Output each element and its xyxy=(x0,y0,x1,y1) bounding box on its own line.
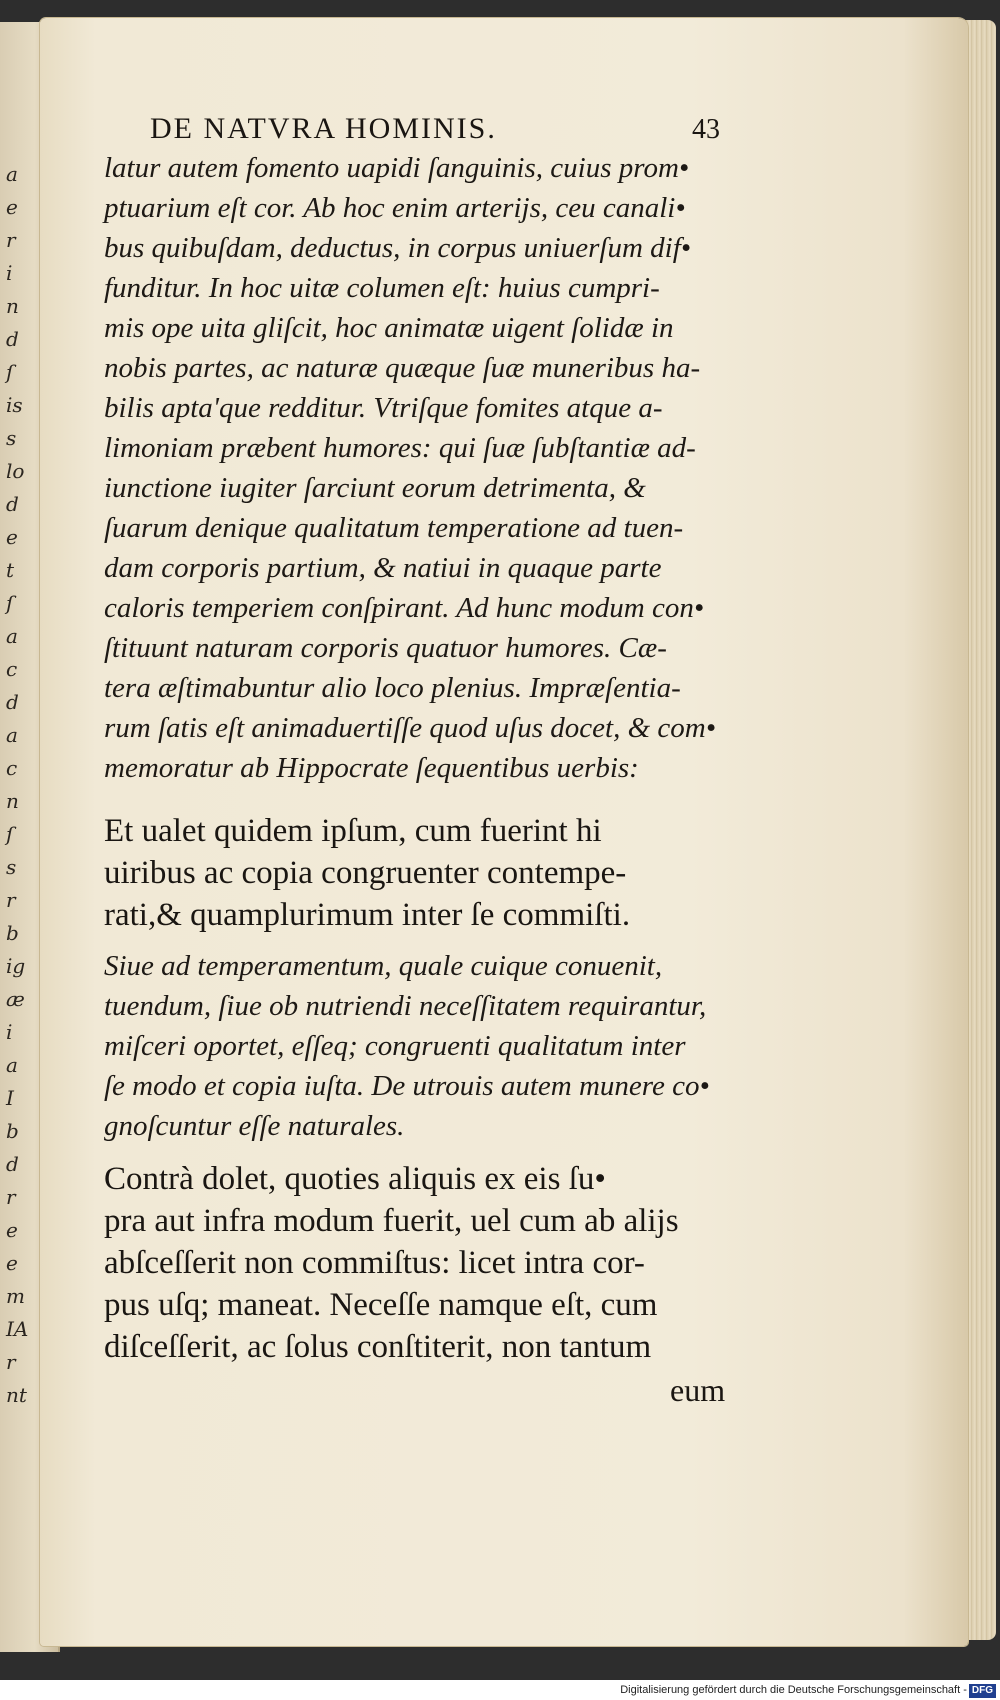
margin-fragment: e xyxy=(6,525,18,549)
commentary-line: nobis partes, ac naturæ quæque ſuæ muneribus ha- xyxy=(104,352,701,384)
margin-fragment: ſ xyxy=(6,591,14,615)
commentary-line: bus quibuſdam, deductus, in corpus uniuerſum dif• xyxy=(104,232,691,264)
margin-fragment: m xyxy=(6,1284,25,1308)
margin-fragment: is xyxy=(6,393,23,417)
margin-fragment: c xyxy=(6,756,18,780)
text-line: Et ualet quidem ipſum, cum fuerint hi xyxy=(104,813,602,849)
margin-fragment: a xyxy=(6,162,18,186)
dfg-logo: DFG xyxy=(969,1684,996,1698)
commentary-line: rum ſatis eſt animaduertiſſe quod uſus docet, & com• xyxy=(104,712,716,744)
margin-fragment: n xyxy=(6,294,19,318)
commentary-line: bilis apta'que redditur. Vtriſque fomites atque a- xyxy=(104,392,663,424)
footer-text: Digitalisierung gefördert durch die Deutsche Forschungsgemeinschaft - xyxy=(620,1684,967,1696)
commentary-line: limoniam præbent humores: qui ſuæ ſubſtantiæ ad- xyxy=(104,432,696,464)
margin-fragment: d xyxy=(6,690,19,714)
margin-fragment: ſ xyxy=(6,360,14,384)
commentary-block-2 xyxy=(104,946,744,1146)
margin-fragment: r xyxy=(6,888,16,912)
commentary-line: tera æſtimabuntur alio loco plenius. Impræſentia- xyxy=(104,672,681,704)
margin-fragment: n xyxy=(6,789,19,813)
margin-fragment: i xyxy=(6,1020,13,1044)
commentary-line: memoratur ab Hippocrate ſequentibus uerbis: xyxy=(104,752,639,784)
commentary-block-1 xyxy=(104,148,744,788)
margin-fragment: a xyxy=(6,723,18,747)
margin-fragment: d xyxy=(6,327,19,351)
text-line: abſceſſerit non commiſtus: licet intra cor- xyxy=(104,1245,645,1281)
commentary-line: ſtituunt naturam corporis quatuor humores. Cæ- xyxy=(104,632,667,664)
margin-fragment: d xyxy=(6,492,19,516)
commentary-line: iunctione iugiter ſarciunt eorum detrimenta, & xyxy=(104,472,646,504)
commentary-line: dam corporis partium, & natiui in quaque parte xyxy=(104,552,662,584)
commentary-line: tuendum, ſiue ob nutriendi neceſſitatem requirantur, xyxy=(104,990,707,1022)
margin-fragment: s xyxy=(6,855,17,879)
page-number: 43 xyxy=(692,114,720,145)
text-line: Contrà dolet, quoties aliquis ex eis ſu• xyxy=(104,1161,606,1197)
footer-credit xyxy=(0,1680,1000,1700)
margin-fragment: r xyxy=(6,1185,16,1209)
commentary-line: Siue ad temperamentum, quale cuique conuenit, xyxy=(104,950,663,982)
text-line: rati,& quamplurimum inter ſe commiſti. xyxy=(104,897,631,933)
text-line: uiribus ac copia congruenter contempe- xyxy=(104,855,627,891)
margin-fragment: a xyxy=(6,624,18,648)
commentary-line: mis ope uita gliſcit, hoc animatæ uigent ſolidæ in xyxy=(104,312,674,344)
catchword: eum xyxy=(670,1372,726,1408)
commentary-line: gnoſcuntur eſſe naturales. xyxy=(104,1110,405,1142)
text-line: pra aut infra modum fuerit, uel cum ab alijs xyxy=(104,1203,679,1239)
margin-fragment: b xyxy=(6,921,19,945)
commentary-line: ptuarium eſt cor. Ab hoc enim arterijs, ceu canali• xyxy=(104,192,686,224)
text-line: pus uſq; maneat. Neceſſe namque eſt, cum xyxy=(104,1287,658,1323)
margin-fragment: r xyxy=(6,228,16,252)
text-line: diſceſſerit, ac ſolus conſtiterit, non tantum xyxy=(104,1329,652,1365)
commentary-line: latur autem fomento uapidi ſanguinis, cuius prom• xyxy=(104,152,690,184)
margin-fragment: i xyxy=(6,261,13,285)
margin-fragment: r xyxy=(6,1350,16,1374)
commentary-line: miſceri oportet, eſſeq; congruenti qualitatum inter xyxy=(104,1030,686,1062)
margin-fragment: a xyxy=(6,1053,18,1077)
running-header xyxy=(150,112,720,146)
margin-fragment: IA xyxy=(6,1317,29,1341)
margin-fragment: lo xyxy=(6,459,25,483)
margin-fragment: e xyxy=(6,1251,18,1275)
commentary-line: funditur. In hoc uitæ columen eſt: huius cumpri- xyxy=(104,272,660,304)
margin-fragment: nt xyxy=(6,1383,27,1407)
margin-fragment: s xyxy=(6,426,17,450)
margin-fragment: e xyxy=(6,1218,18,1242)
margin-fragment: b xyxy=(6,1119,19,1143)
margin-fragment: I xyxy=(6,1086,14,1110)
margin-fragment: c xyxy=(6,657,18,681)
margin-fragment: æ xyxy=(6,987,25,1011)
running-title: DE NATVRA HOMINIS. xyxy=(150,112,497,145)
margin-fragment: e xyxy=(6,195,18,219)
margin-fragment: ig xyxy=(6,954,26,978)
margin-fragment: d xyxy=(6,1152,19,1176)
margin-fragment: t xyxy=(6,558,15,582)
commentary-line: ſuarum denique qualitatum temperatione ad tuen- xyxy=(104,512,684,544)
commentary-line: caloris temperiem conſpirant. Ad hunc modum con• xyxy=(104,592,705,624)
margin-fragment: ſ xyxy=(6,822,14,846)
commentary-line: ſe modo et copia iuſta. De utrouis autem munere co• xyxy=(104,1070,710,1102)
main-text-block-1 xyxy=(104,810,744,936)
main-text-block-2 xyxy=(104,1158,744,1368)
